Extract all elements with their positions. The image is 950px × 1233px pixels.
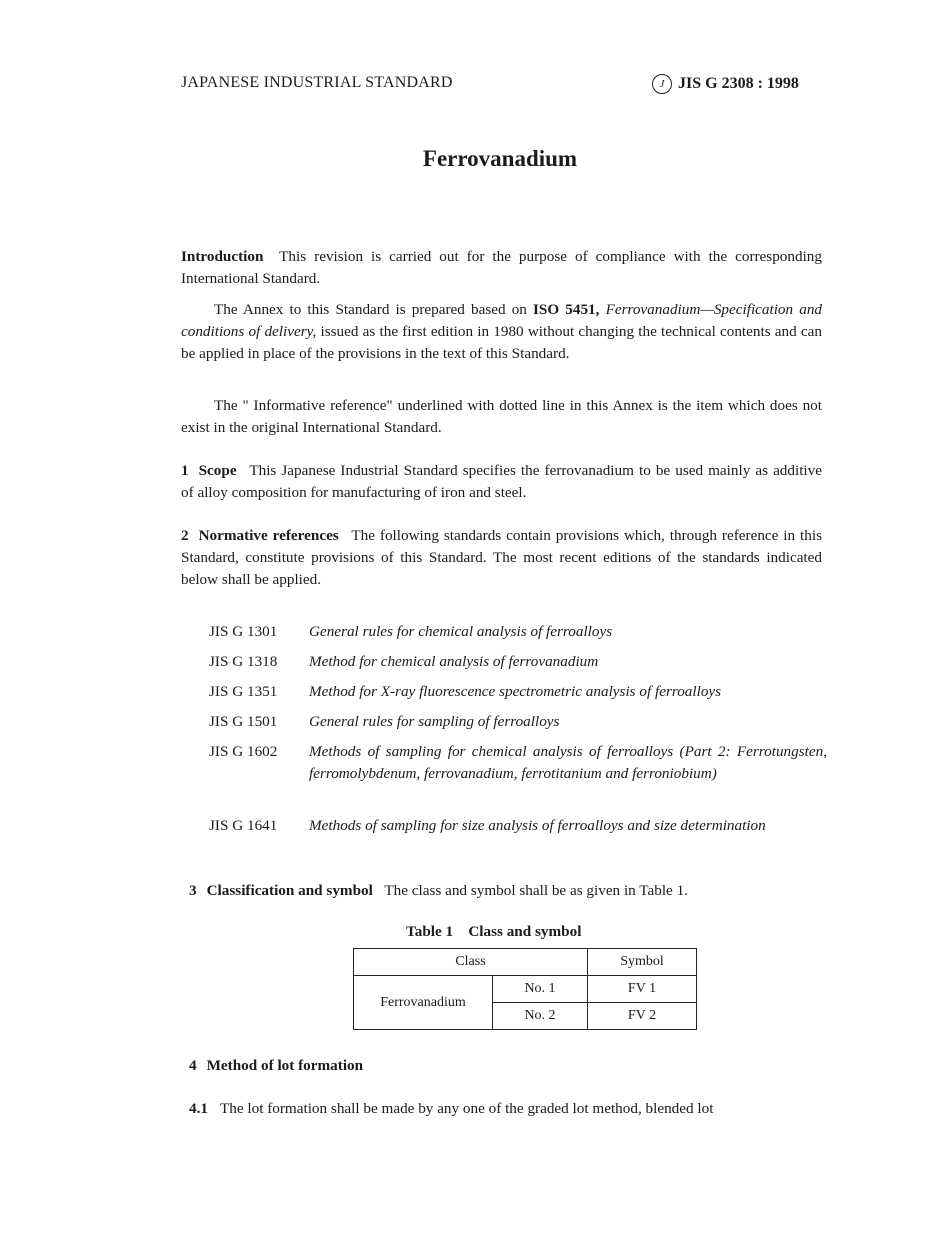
table-row xyxy=(354,976,697,1003)
table-caption: Table 1 Class and symbol xyxy=(406,923,582,940)
reference-title: Method for X-ray fluorescence spectrometric analysis of ferroalloys xyxy=(309,683,722,700)
scope-heading: Scope xyxy=(198,462,237,479)
reference-title: Methods of sampling for chemical analysis of ferroalloys (Part 2: Ferrotungsten, ferromolybdenum, ferrovanadium, ferrotitanium and ferroniobium) xyxy=(309,743,827,782)
section-normative-references xyxy=(181,525,822,591)
reference-code: JIS G 1318 xyxy=(209,653,278,670)
reference-item xyxy=(209,681,827,703)
clause-4-1 xyxy=(189,1100,839,1118)
intro-paragraph-2 xyxy=(181,299,822,365)
lot-heading: Method of lot formation xyxy=(206,1057,364,1074)
lot-number: 4 xyxy=(189,1057,197,1074)
scope-text: This Japanese Industrial Standard specifies the ferrovanadium to be used mainly as additive of alloy composition for manufacturing of iron and steel. xyxy=(181,462,822,501)
reference-code: JIS G 1602 xyxy=(209,743,278,760)
intro-iso-title: Ferrovanadium—Specification and conditions of delivery, xyxy=(181,301,823,340)
clause-4-1-text: The lot formation shall be made by any one of the graded lot method, blended lot xyxy=(219,1100,714,1117)
normative-number: 2 xyxy=(181,527,189,544)
table-cell-symbol: FV 1 xyxy=(588,976,697,1003)
table-header-symbol: Symbol xyxy=(588,949,697,976)
header-standard-label: JAPANESE INDUSTRIAL STANDARD xyxy=(181,74,453,91)
reference-item xyxy=(209,711,827,733)
standard-number: JIS G 2308 : 1998 xyxy=(678,75,799,92)
reference-item xyxy=(209,815,827,837)
reference-title: General rules for sampling of ferroalloys xyxy=(309,713,560,730)
classification-text: The class and symbol shall be as given in Table 1. xyxy=(384,882,688,899)
normative-heading: Normative references xyxy=(198,527,339,544)
table-header-row xyxy=(354,949,697,976)
reference-item xyxy=(209,651,827,673)
table-cell-class-group: Ferrovanadium xyxy=(354,976,493,1030)
clause-4-1-number: 4.1 xyxy=(189,1100,208,1117)
section-lot-formation xyxy=(189,1057,363,1075)
jis-mark-icon: J xyxy=(652,74,672,94)
reference-item xyxy=(209,621,827,643)
classification-number: 3 xyxy=(189,882,197,899)
intro-heading: Introduction xyxy=(181,248,264,265)
intro-text-1: This revision is carried out for the purpose of compliance with the corresponding International Standard. xyxy=(181,248,822,287)
reference-code: JIS G 1641 xyxy=(209,817,278,834)
section-classification xyxy=(189,880,829,902)
intro-text-2-post: issued as the first edition in 1980 without changing the technical contents and can be applied in place of the provisions in the text of this Standard. xyxy=(181,323,822,362)
reference-title: General rules for chemical analysis of ferroalloys xyxy=(309,623,613,640)
table-cell-class-no: No. 1 xyxy=(493,976,588,1003)
intro-text-2-pre: The Annex to this Standard is prepared based on xyxy=(214,301,527,318)
reference-code: JIS G 1501 xyxy=(209,713,278,730)
reference-title: Methods of sampling for size analysis of ferroalloys and size determination xyxy=(309,817,766,834)
intro-iso-ref: ISO 5451, xyxy=(533,301,600,318)
normative-text: The following standards contain provisions which, through reference in this Standard, constitute provisions of this Standard. The most recent editions of the standards indicated below shall be applied. xyxy=(181,527,822,588)
reference-code: JIS G 1351 xyxy=(209,683,278,700)
reference-code: JIS G 1301 xyxy=(209,623,278,640)
table-cell-symbol: FV 2 xyxy=(588,1003,697,1030)
header-standard-number xyxy=(652,74,799,94)
page-title: Ferrovanadium xyxy=(422,146,578,171)
table-header-class: Class xyxy=(354,949,588,976)
table-cell-class-no: No. 2 xyxy=(493,1003,588,1030)
class-symbol-table xyxy=(353,948,697,1030)
reference-item xyxy=(209,741,827,785)
scope-number: 1 xyxy=(181,462,189,479)
intro-paragraph-3: The " Informative reference" underlined with dotted line in this Annex is the item which does not exist in the original International Standard. xyxy=(181,397,822,436)
intro-paragraph-1 xyxy=(181,246,822,290)
section-scope xyxy=(181,460,822,504)
classification-heading: Classification and symbol xyxy=(206,882,373,899)
reference-title: Method for chemical analysis of ferrovanadium xyxy=(309,653,599,670)
